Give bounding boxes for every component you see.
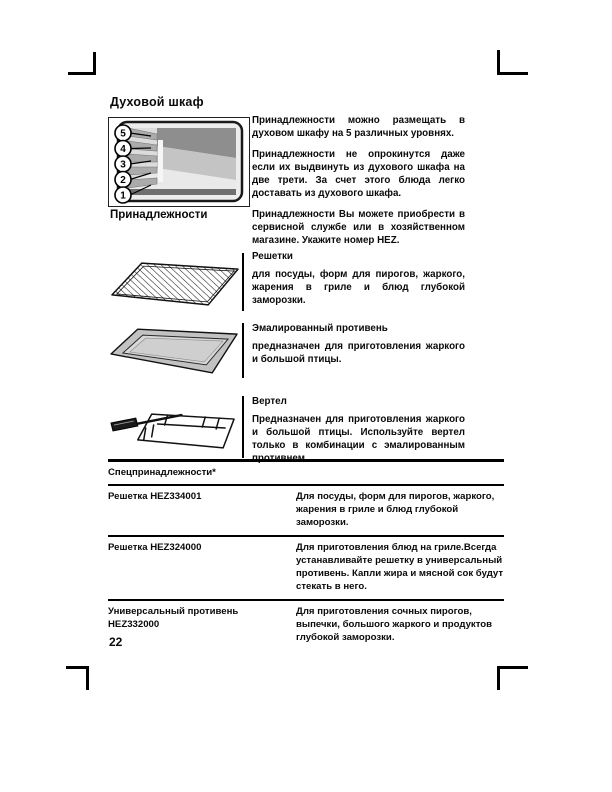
- table-row: [108, 484, 504, 535]
- tray-description: предназначен для приготовления жаркого и большой птицы.: [252, 341, 465, 365]
- crop-mark-top-left: [68, 52, 96, 75]
- accessories-intro-block: [252, 208, 465, 247]
- page-number: 22: [109, 635, 123, 649]
- rack-text-block: [252, 251, 465, 307]
- accessory-name: Универсальный противень HEZ332000: [108, 606, 239, 630]
- level-label-4: 4: [120, 144, 126, 155]
- table-header: Спецпринадлежности*: [108, 467, 216, 478]
- table-row: [108, 599, 504, 650]
- oven-paragraph-2: Принадлежности не опрокинутся даже если их выдвинуть из духового шкафа на две трети. За счет этого блюда легко доставать из духового шкафа.: [252, 149, 465, 199]
- rack-title: Решетки: [252, 251, 293, 262]
- accessory-description: Для приготовления сочных пирогов, выпечки, большого жаркого и продуктов глубокой заморозки.: [296, 606, 493, 643]
- spit-text-block: [252, 396, 465, 465]
- crop-mark-bottom-right: [497, 666, 528, 690]
- rotisserie-spit-icon: [108, 396, 242, 458]
- level-label-5: 5: [120, 128, 126, 140]
- spit-title: Вертел: [252, 396, 287, 407]
- table-row: [108, 535, 504, 599]
- accessory-name: Решетка HEZ324000: [108, 542, 202, 553]
- oven-section-text: [252, 114, 465, 200]
- oven-levels-diagram: [108, 117, 250, 207]
- accessories-intro: Принадлежности Вы можете приобрести в сервисной службе или в хозяйственном магазине. Укажите номер HEZ.: [252, 209, 465, 246]
- level-label-2: 2: [120, 175, 126, 186]
- tray-title: Эмалированный противень: [252, 323, 388, 334]
- enamel-tray-image: [108, 323, 242, 378]
- crop-mark-bottom-left: [66, 666, 89, 690]
- crop-mark-top-right: [497, 50, 528, 75]
- tray-text-block: [252, 323, 465, 366]
- tray-separator-line: [242, 323, 244, 378]
- accessory-description: Для посуды, форм для пирогов, жаркого, жарения в гриле и блюд глубокой заморозки.: [296, 491, 495, 528]
- spit-separator-line: [242, 396, 244, 458]
- accessories-heading: Принадлежности: [110, 209, 208, 221]
- rack-description: для посуды, форм для пирогов, жаркого, жарения в гриле и блюд глубокой заморозки.: [252, 269, 465, 306]
- oven-paragraph-1: Принадлежности можно размещать в духовом шкафу на 5 различных уровнях.: [252, 115, 465, 139]
- accessory-description: Для приготовления блюд на гриле.Всегда устанавливайте решетку в универсальный противень. Капли жира и мясной сок будут стекать в него.: [296, 542, 504, 592]
- wire-rack-image: [108, 253, 242, 311]
- rack-separator-line: [242, 253, 244, 311]
- page-title: Духовой шкаф: [110, 95, 204, 109]
- enamel-tray-icon: [108, 323, 242, 378]
- level-label-3: 3: [120, 159, 126, 171]
- accessory-name: Решетка HEZ334001: [108, 491, 202, 502]
- spit-description: Предназначен для приготовления жаркого и большой птицы. Используйте вертел только в комбинации с эмалированным противнем.: [252, 414, 465, 464]
- special-accessories-table: [108, 459, 504, 650]
- level-label-1: 1: [120, 190, 126, 202]
- wire-rack-icon: [108, 253, 242, 311]
- rotisserie-spit-image: [108, 396, 242, 458]
- oven-levels-icon: [109, 118, 249, 206]
